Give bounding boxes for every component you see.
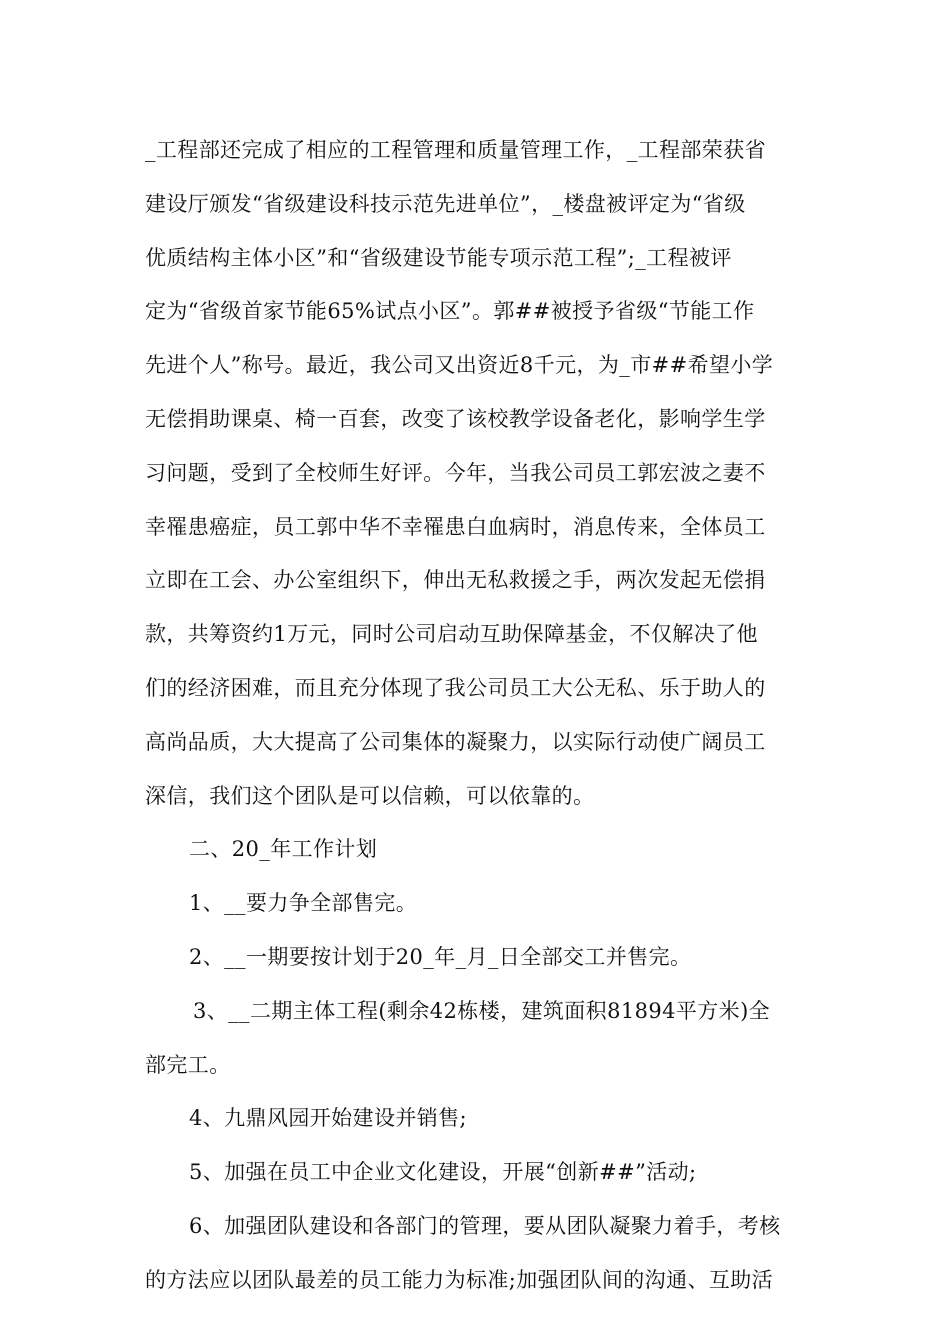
section-heading-work-plan: 二、20_年工作计划: [189, 837, 378, 862]
text-line-1: _工程部还完成了相应的工程管理和质量管理工作，_工程部荣获省: [145, 138, 766, 162]
text-line-4: 定为“省级首家节能65%试点小区”。郭##被授予省级“节能工作: [145, 299, 755, 324]
text-line-6: 无偿捐助课桌、椅一百套，改变了该校教学设备老化，影响学生学: [145, 406, 766, 431]
text-line-12: 高尚品质，大大提高了公司集体的凝聚力，以实际行动使广阔员工: [145, 729, 766, 754]
plan-item-1: 1、__要力争全部售完。: [189, 891, 418, 916]
text-line-5: 先进个人”称号。最近，我公司又出资近8千元，为_市##希望小学: [145, 353, 774, 378]
plan-item-3-continued: 部完工。: [145, 1052, 231, 1077]
text-line-8: 幸罹患癌症，员工郭中华不幸罹患白血病时，消息传来，全体员工: [145, 514, 766, 539]
text-line-11: 们的经济困难，而且充分体现了我公司员工大公无私、乐于助人的: [145, 675, 766, 700]
text-line-2: 建设厅颁发“省级建设科技示范先进单位”，_楼盘被评定为“省级: [145, 191, 746, 216]
text-line-13: 深信，我们这个团队是可以信赖，可以依靠的。: [145, 783, 595, 808]
plan-item-6-continued: 的方法应以团队最差的员工能力为标准;加强团队间的沟通、互助活: [145, 1267, 774, 1292]
plan-item-4: 4、九鼎风园开始建设并销售;: [189, 1106, 468, 1131]
plan-item-3: 3、__二期主体工程(剩余42栋楼，建筑面积81894平方米)全: [193, 998, 771, 1023]
plan-item-6: 6、加强团队建设和各部门的管理，要从团队凝聚力着手，考核: [189, 1213, 781, 1238]
text-line-3: 优质结构主体小区”和“省级建设节能专项示范工程”;_工程被评: [145, 245, 732, 270]
plan-item-5: 5、加强在员工中企业文化建设，开展“创新##”活动;: [189, 1160, 697, 1185]
text-line-10: 款，共筹资约1万元，同时公司启动互助保障基金，不仅解决了他: [145, 622, 758, 647]
text-line-9: 立即在工会、办公室组织下，伸出无私救援之手，两次发起无偿捐: [145, 568, 766, 593]
text-line-7: 习问题，受到了全校师生好评。今年，当我公司员工郭宏波之妻不: [145, 460, 766, 485]
plan-item-2: 2、__一期要按计划于20_年_月_日全部交工并售完。: [189, 944, 692, 969]
document-body: [145, 124, 810, 1308]
